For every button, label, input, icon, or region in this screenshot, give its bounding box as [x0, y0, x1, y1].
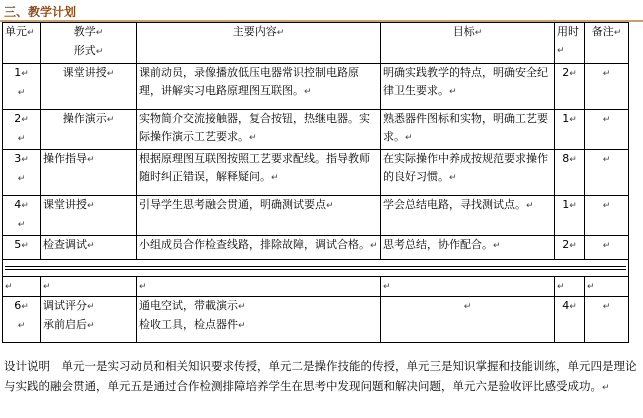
table-row	[3, 236, 629, 260]
form-cell: 操作指导↵	[41, 150, 137, 196]
header-hours: 用时↵	[555, 23, 585, 64]
goal-cell: ↵	[381, 297, 555, 343]
content-cell: ↵	[137, 277, 381, 297]
unit-cell: 4↵ ↵	[3, 196, 41, 236]
unit-cell: ↵	[3, 277, 41, 297]
design-note: 设计说明 单元一是实习动员和相关知识要求传授，单元二是操作技能的传授，单元三是知识掌握和技能训练，单元四是理论与实践的融会贯通，单元五是通过合作检测排障培养学生在思考中发现问题和解决问题，单元六是验收评比感受成功。↵	[4, 359, 637, 393]
goal-cell: 熟悉器件图标和实物，明确工艺要求。↵	[381, 110, 555, 150]
table-row	[3, 277, 629, 297]
header-unit: 单元↵	[3, 23, 41, 64]
form-cell: 调试评分↵ 承前启后↵	[41, 297, 137, 343]
form-cell: ↵	[41, 277, 137, 297]
remark-cell: ↵	[585, 64, 629, 110]
header-content: 主要内容↵	[137, 23, 381, 64]
header-remark: 备注↵	[585, 23, 629, 64]
remark-cell: ↵	[585, 277, 629, 297]
remark-cell: ↵	[585, 110, 629, 150]
header-goal: 目标↵	[381, 23, 555, 64]
content-cell: 小组成员合作检查线路，排除故障，调试合格。↵	[137, 236, 381, 260]
hours-cell: ↵	[555, 277, 585, 297]
remark-cell: ↵	[585, 297, 629, 343]
content-cell: 实物简介交流接触器，复合按钮，热继电器。实际操作演示工艺要求。↵	[137, 110, 381, 150]
content-cell: 课前动员，录像播放低压电器常识控制电路原理，讲解实习电路原理图互联图。↵	[137, 64, 381, 110]
unit-cell: 5↵	[3, 236, 41, 260]
hours-cell: 1↵	[555, 110, 585, 150]
goal-cell: 明确实践教学的特点，明确安全纪律卫生要求。↵	[381, 64, 555, 110]
goal-cell: 学会总结电路，寻找测试点。↵	[381, 196, 555, 236]
content-cell: 根据原理图互联图按照工艺要求配线。指导教师随时纠正错误，解释疑问。↵	[137, 150, 381, 196]
goal-cell: ↵	[381, 277, 555, 297]
table-row	[3, 64, 629, 110]
table-row	[3, 110, 629, 150]
hours-cell: 2↵	[555, 236, 585, 260]
remark-cell: ↵	[585, 150, 629, 196]
remark-cell: ↵	[585, 236, 629, 260]
unit-cell: 3↵ ↵	[3, 150, 41, 196]
goal-cell: 思考总结，协作配合。↵	[381, 236, 555, 260]
table-row	[3, 297, 629, 343]
hours-cell: 2↵	[555, 64, 585, 110]
header-form: 教学↵ 形式↵	[41, 23, 137, 64]
unit-cell: 1↵ ↵	[3, 64, 41, 110]
table-header-row	[3, 23, 629, 64]
table-row	[3, 150, 629, 196]
form-cell: 操作演示↵	[41, 110, 137, 150]
unit-cell: 2↵ ↵	[3, 110, 41, 150]
hours-cell: 8↵	[555, 150, 585, 196]
form-cell: 检查调试↵	[41, 236, 137, 260]
remark-cell: ↵	[585, 196, 629, 236]
hours-cell: 1↵	[555, 196, 585, 236]
section-title: 三、教学计划	[4, 5, 77, 19]
content-cell: 通电空试，带載演示↵ 检收工具，检点器件↵	[137, 297, 381, 343]
double-rule	[5, 266, 626, 270]
form-cell: 课堂讲授↵	[41, 196, 137, 236]
hours-cell: 4↵	[555, 297, 585, 343]
content-cell: 引导学生思考融会贯通，明确测试要点↵	[137, 196, 381, 236]
goal-cell: 在实际操作中养成按规范要求操作的良好习惯。↵	[381, 150, 555, 196]
page-break-separator	[3, 260, 629, 277]
table-row	[3, 196, 629, 236]
teaching-plan-table	[2, 22, 629, 343]
form-cell: 课堂讲授↵	[41, 64, 137, 110]
unit-cell: 6↵ ↵	[3, 297, 41, 343]
